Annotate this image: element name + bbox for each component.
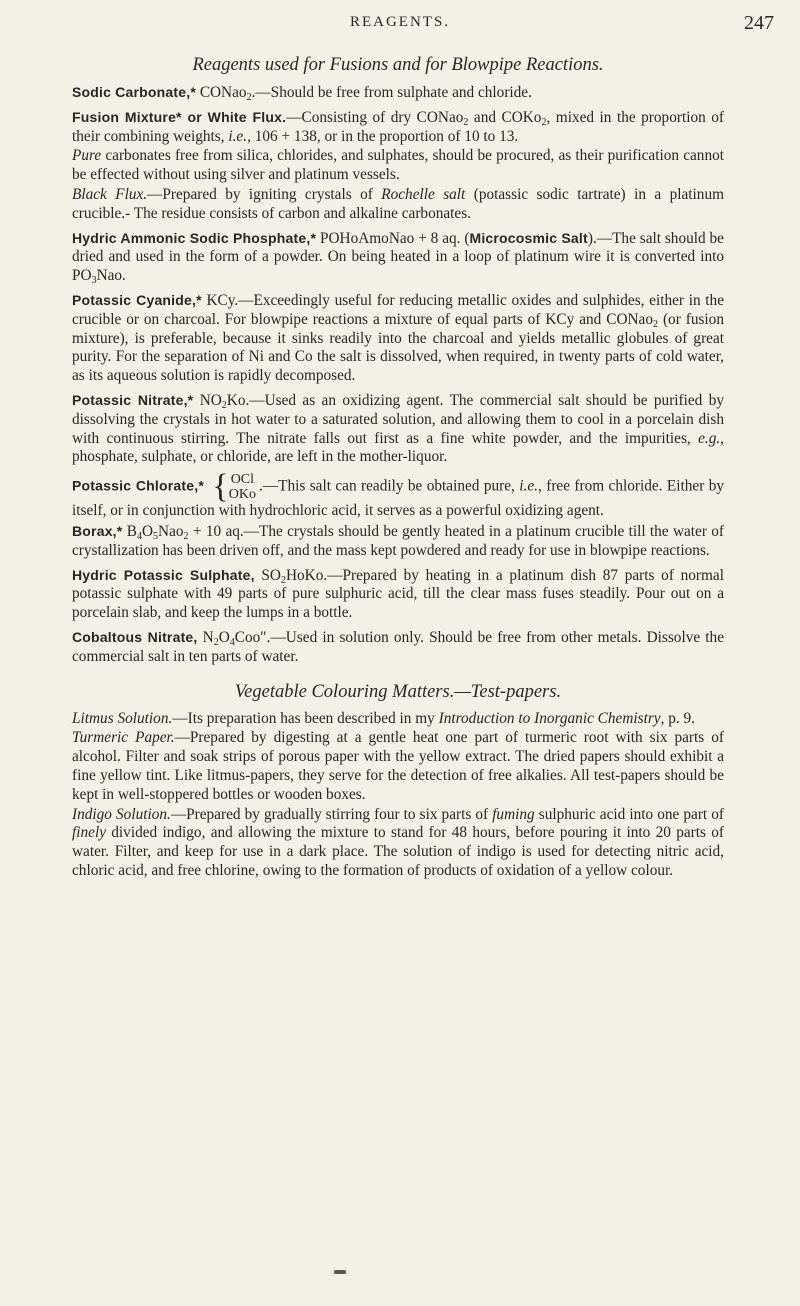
- entry-text: and COKo: [468, 108, 542, 126]
- entry-heading: Cobaltous Nitrate,: [72, 628, 198, 645]
- entry-text: —Its preparation has been described in my: [172, 709, 439, 727]
- entry-text: , phosphate, sulphate, or chloride, are left in the mother-liquor.: [72, 429, 724, 466]
- entry-text: , mixed in the proportion of their combining weights,: [72, 108, 724, 145]
- entry-text: , free from chloride. Either by itself, or in conjunction with hydrochloric acid, it serves as a powerful oxidizing agent.: [72, 477, 725, 520]
- entry-text: Coo″.—Used in solution only. Should be free from other metals. Dissolve the commercial salt in ten parts of water.: [72, 628, 724, 665]
- entry-sodic-carbonate: [72, 83, 724, 103]
- entry-text: Nao.: [96, 267, 126, 285]
- italic-text: finely: [72, 824, 106, 842]
- entry-text: carbonates free from silica, chlorides, and sulphates, should be procured, as their purification cannot be effected without using silver and platinum vessels.: [72, 147, 724, 184]
- italic-text: i.e.: [519, 477, 538, 495]
- brace-glyph: {: [212, 468, 229, 506]
- subscript: 2: [246, 92, 252, 103]
- entry-fusion-mixture: [72, 108, 724, 147]
- italic-lead: Turmeric Paper.: [72, 729, 175, 747]
- italic-lead: Indigo Solution.: [72, 805, 171, 823]
- subscript: 2: [541, 116, 547, 128]
- entry-text: sulphuric acid into one part of: [534, 805, 724, 823]
- entry-text: O: [218, 628, 230, 646]
- brace-formula: [212, 468, 256, 506]
- entry-microcosmic-salt: [72, 229, 724, 286]
- entry-potassic-cyanide: [72, 291, 724, 386]
- subscript: 2: [183, 530, 189, 542]
- entry-heading: Hydric Ammonic Sodic Phosphate,*: [72, 229, 317, 246]
- italic-text: i.e.: [228, 127, 248, 145]
- entry-borax: [72, 522, 724, 561]
- italic-text: Rochelle salt: [381, 185, 466, 203]
- section-title-test-papers: Vegetable Colouring Matters.—Test-papers.: [234, 681, 562, 702]
- italic-text: Introduction to Inorganic Chemistry: [438, 709, 661, 727]
- entry-potassic-nitrate: [72, 391, 724, 467]
- entry-text: —Prepared by igniting crystals of: [147, 185, 382, 203]
- entry-heading: Potassic Nitrate,*: [72, 391, 194, 408]
- section-title-reagents: Reagents used for Fusions and for Blowpipe Reactions.: [192, 55, 604, 75]
- entry-cobaltous-nitrate: [72, 628, 724, 667]
- entry-text: .—Should be free from sulphate and chloride.: [251, 84, 532, 101]
- subscript: 2: [221, 399, 227, 411]
- entry-text: —Consisting of dry CONao: [286, 108, 464, 126]
- entry-text: —Prepared by digesting at a gentle heat one part of turmeric root with six parts of alcohol. Filter and soak strips of porous paper with the yellow extract. The dried papers should exhibit a fine yellow tint. Like litmus-papers, they serve for the detection of free alkalies. All test-papers should be kept in well-stoppered bottles or wooden boxes.: [72, 729, 724, 803]
- entry-text: HoKo.—Prepared by heating in a platinum dish 87 parts of normal potassic sulphate with 49 parts of pure sulphuric acid, till the clear mass fuses steadily. Pour out on a porcelain slab, and keep the lumps in a bottle.: [72, 566, 724, 622]
- subscript: 4: [136, 530, 142, 542]
- entry-text: , 106 + 138, or in the proportion of 10 to 13.: [247, 127, 519, 145]
- entry-indigo-solution: [72, 806, 724, 881]
- italic-lead: Pure: [72, 147, 102, 165]
- entry-potassic-chlorate: [72, 468, 725, 521]
- entry-text: (or fusion mixture), is preferable, because it sinks readily into the charcoal and yields metallic globules of great purity. For the separation of Ni and Co the salt is dissolved, when required, in twenty parts of cold water, as its aqueous solution is rapidly decomposed.: [72, 310, 724, 385]
- page-end-mark: [334, 1270, 346, 1274]
- italic-lead: Litmus Solution.: [72, 709, 173, 727]
- entry-text: Nao: [158, 522, 184, 540]
- formula-stack: [229, 472, 256, 502]
- italic-text: fuming: [492, 805, 535, 823]
- subscript: 2: [280, 574, 286, 586]
- entry-heading: Potassic Chlorate,*: [72, 477, 204, 494]
- subscript: 2: [463, 116, 469, 128]
- italic-text: e.g.: [698, 429, 721, 447]
- formula-bottom: OKo: [228, 487, 256, 503]
- entry-heading: Borax,*: [72, 522, 123, 539]
- entry-text: B: [122, 522, 137, 540]
- entry-text: O: [141, 522, 154, 540]
- entry-heading: Hydric Potassic Sulphate,: [72, 566, 255, 583]
- entry-text: —Prepared by gradually stirring four to six parts of: [170, 805, 493, 823]
- running-head: [0, 14, 800, 38]
- entry-litmus-solution: [72, 710, 724, 729]
- page-body: [72, 54, 724, 886]
- formula-top: OCl: [230, 472, 255, 488]
- entry-heading: Fusion Mixture* or White Flux.: [72, 108, 287, 125]
- entry-heading: Microcosmic Salt: [469, 229, 588, 246]
- entry-black-flux: [72, 186, 724, 224]
- entry-turmeric-paper: [72, 729, 724, 804]
- entry-pure-carbonates: [72, 147, 724, 185]
- entry-text: NO: [193, 391, 222, 409]
- subscript: 2: [213, 636, 219, 648]
- entry-text: POHoAmoNao + 8 aq. (: [316, 229, 470, 247]
- entry-heading: Sodic Carbonate,*: [72, 84, 196, 100]
- entry-text: ).—The salt should be dried and used in the form of a powder. On being heated in a loop of platinum wire it is converted into PO: [72, 229, 724, 285]
- page-number: 247: [744, 12, 774, 34]
- subscript: 4: [229, 636, 235, 648]
- subscript: 3: [91, 275, 97, 287]
- entry-text: , p. 9.: [660, 709, 695, 727]
- entry-text: KCy.—Exceedingly useful for reducing metallic oxides and sulphides, either in the crucible or on charcoal. For blowpipe reactions a mixture of equal parts of KCy and CONao: [72, 291, 724, 328]
- subscript: 2: [653, 318, 658, 330]
- entry-text: Ko.—Used as an oxidizing agent. The commercial salt should be purified by dissolving the crystals in hot water to a saturated solution, and allowing them to cool in a porcelain dish with continuous stirring. The nitrate falls out first as a fine white powder, and the impurities,: [72, 391, 724, 447]
- subscript: 5: [153, 530, 159, 542]
- italic-lead: Black Flux.: [72, 185, 148, 203]
- entry-hydric-potassic-sulphate: [72, 566, 724, 623]
- entry-text: SO: [254, 566, 281, 584]
- formula: CONao: [199, 84, 247, 101]
- entry-heading: Potassic Cyanide,*: [72, 291, 202, 308]
- entry-text: divided indigo, and allowing the mixture to stand for 48 hours, before pouring it into 20 parts of water. Filter, and keep for use in a dark place. The solution of indigo is used for detecting nitric acid, chloric acid, and free chlorine, owing to the formation of products of oxidation of a yellow colour.: [72, 824, 724, 879]
- entry-text: + 10 aq.—The crystals should be gently heated in a platinum crucible till the water of crystallization has been driven off, and the mass kept powdered and ready for use in blowpipe reactions.: [72, 522, 725, 559]
- running-title: REAGENTS.: [349, 14, 451, 30]
- entry-text: N: [197, 628, 214, 646]
- entry-text: .—This salt can readily be obtained pure,: [258, 477, 520, 495]
- entry-text: (potassic sodic tartrate) in a platinum crucible.- The residue consists of carbon and alkaline carbonates.: [72, 185, 724, 222]
